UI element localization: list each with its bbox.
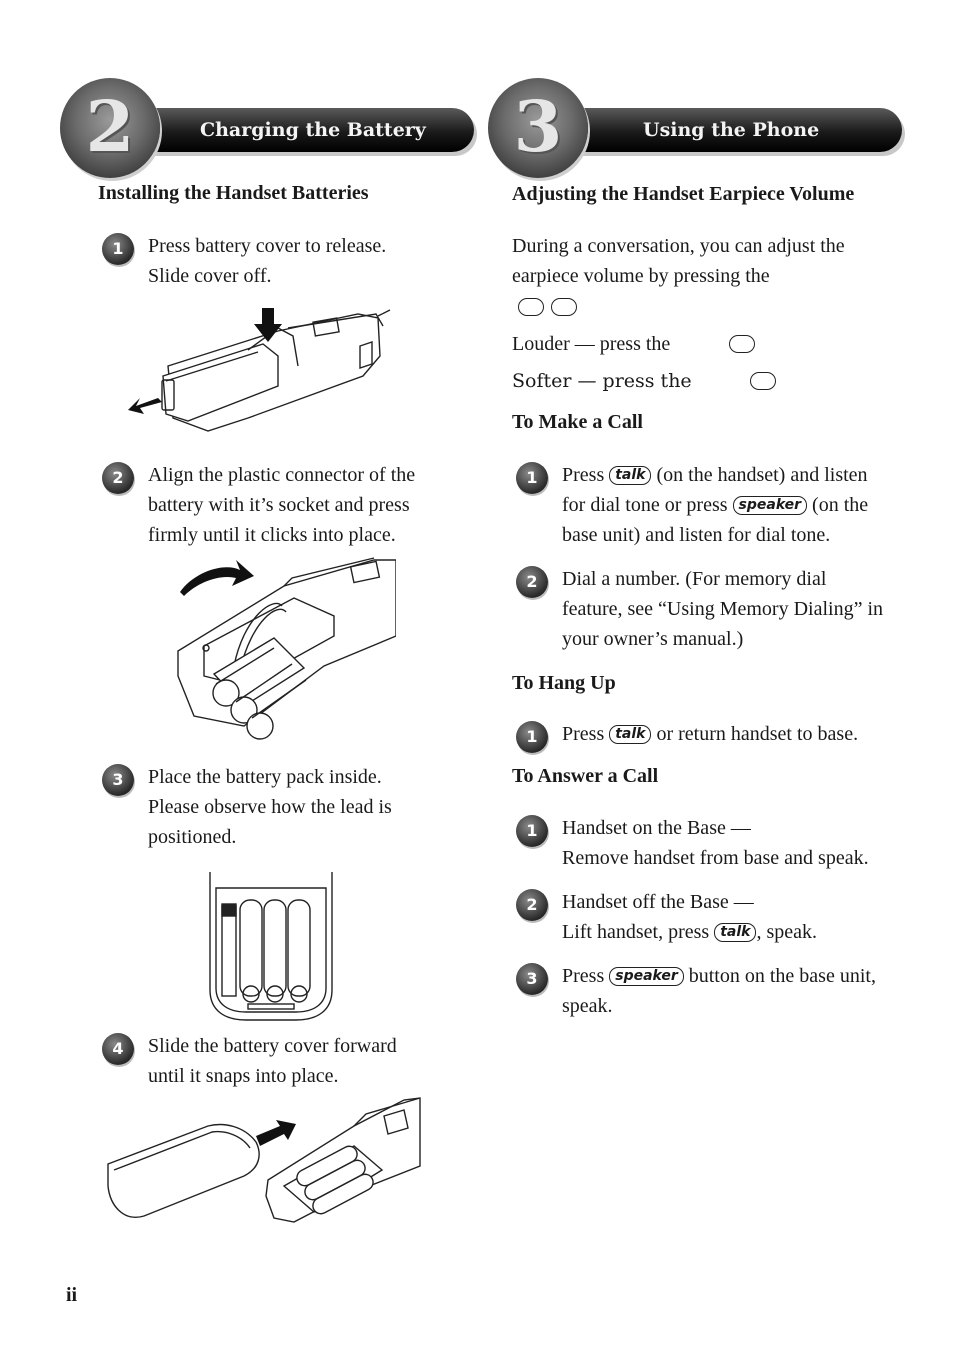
- step-text: Press battery cover to release. Slide cover off.: [148, 235, 387, 287]
- subheading-earpiece-volume: Adjusting the Handset Earpiece Volume: [512, 183, 855, 205]
- volume-up-key-icon: [518, 298, 544, 316]
- speaker-key-icon: speaker: [733, 496, 808, 515]
- step-text: Handset on the Base — Remove handset from base and speak.: [562, 817, 869, 869]
- step-number-badge: 2: [516, 566, 548, 598]
- section-number: 3: [513, 85, 563, 168]
- talk-key-icon: talk: [714, 923, 756, 942]
- step-text: Place the battery pack inside. Please observe how the lead is positioned.: [148, 766, 392, 848]
- subheading-make-call: To Make a Call: [512, 411, 643, 433]
- remove-battery-cover-illustration: [128, 306, 398, 438]
- speaker-key-icon: speaker: [609, 967, 684, 986]
- step-number-badge: 3: [102, 764, 134, 796]
- talk-key-icon: talk: [609, 725, 651, 744]
- step-number-badge: 1: [516, 721, 548, 753]
- step-text: Press talk (on the handset) and listen for dial tone or press speaker (on the base unit) and listen for dial tone.: [562, 464, 869, 546]
- step-text: Align the plastic connector of the battery with it’s socket and press firmly until it clicks into place.: [148, 464, 416, 546]
- volume-down-key-icon: [750, 372, 776, 390]
- step-number-badge: 2: [102, 462, 134, 494]
- step-text: Handset off the Base — Lift handset, press talk , speak.: [562, 891, 817, 943]
- battery-pack-inside-illustration: [206, 870, 336, 1024]
- subheading-installing-batteries: Installing the Handset Batteries: [98, 182, 369, 204]
- louder-instruction: Louder — press the: [512, 333, 671, 355]
- volume-up-key-icon: [729, 335, 755, 353]
- volume-intro: During a conversation, you can adjust the earpiece volume by pressing the: [512, 235, 845, 287]
- subheading-answer-call: To Answer a Call: [512, 765, 659, 787]
- step-text: Slide the battery cover forward until it snaps into place.: [148, 1035, 397, 1087]
- replace-battery-cover-illustration: [104, 1096, 422, 1226]
- step-number-badge: 1: [516, 815, 548, 847]
- connect-battery-illustration: [174, 556, 396, 742]
- step-number-badge: 4: [102, 1033, 134, 1065]
- section-banner-using-phone: [488, 78, 908, 182]
- section-number: 2: [85, 85, 135, 168]
- step-number-badge: 2: [516, 889, 548, 921]
- step-number-badge: 1: [516, 462, 548, 494]
- step-text: Press talk or return handset to base.: [562, 723, 859, 745]
- step-text: Press speaker button on the base unit, speak.: [562, 965, 876, 1017]
- page-number: ii: [66, 1284, 78, 1306]
- volume-down-key-icon: [551, 298, 577, 316]
- step-number-badge: 3: [516, 963, 548, 995]
- step-text: Dial a number. (For memory dial feature, see “Using Memory Dialing” in your owner’s manual.): [562, 568, 884, 650]
- section-title: Charging the Battery: [200, 119, 426, 141]
- step-number-badge: 1: [102, 233, 134, 265]
- softer-instruction: Softer — press the: [512, 370, 692, 392]
- talk-key-icon: talk: [609, 466, 651, 485]
- section-banner-charging: [60, 78, 480, 182]
- section-title: Using the Phone: [643, 119, 820, 141]
- subheading-hang-up: To Hang Up: [512, 672, 616, 694]
